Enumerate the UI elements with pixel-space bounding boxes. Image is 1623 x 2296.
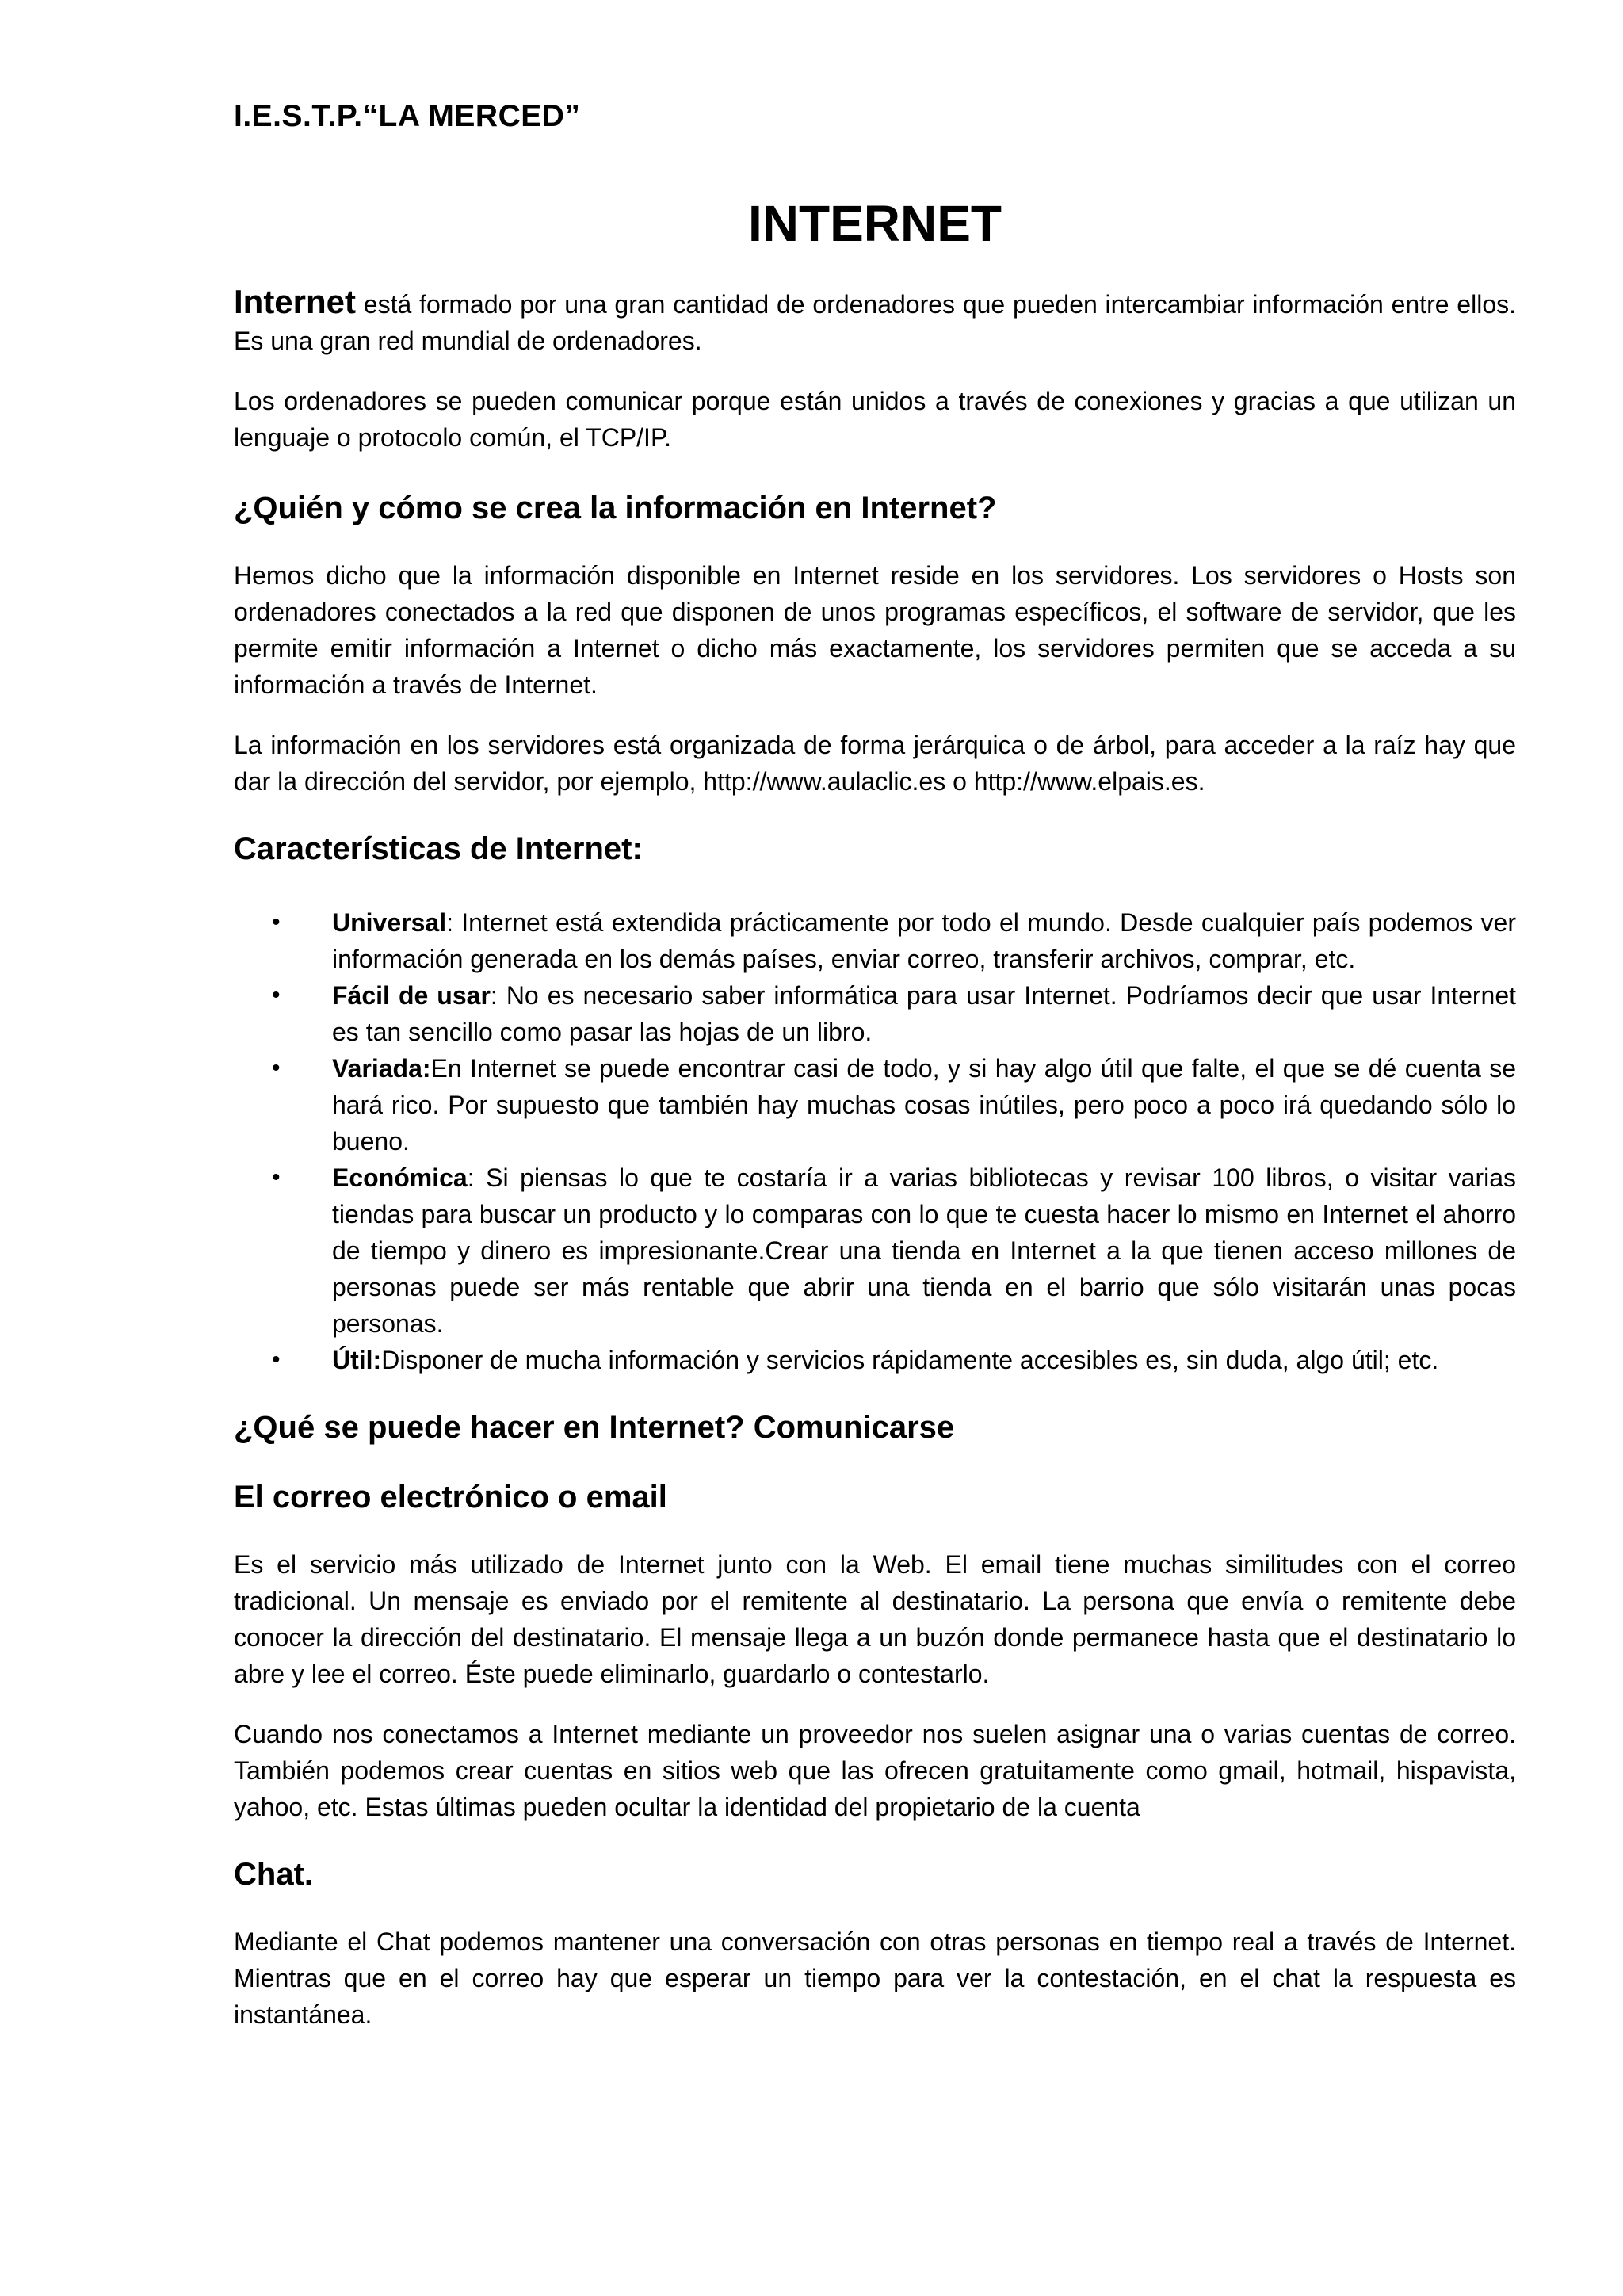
bullet-icon: • <box>272 1347 281 1373</box>
document-body <box>234 284 1516 2057</box>
intro-paragraph-1-text: está formado por una gran cantidad de ordenadores que pueden intercambiar información entre ellos. Es una gran red mundial de ordenadores. <box>234 290 1516 355</box>
bullet-icon: • <box>272 1055 281 1081</box>
feature-term: Fácil de usar <box>332 981 491 1010</box>
bullet-icon: • <box>272 909 281 935</box>
feature-item-variada <box>272 1050 1516 1159</box>
intro-paragraph-2: Los ordenadores se pueden comunicar porque están unidos a través de conexiones y gracias a que utilizan un lenguaje o protocolo común, el TCP/IP. <box>234 387 1516 452</box>
email-paragraph-2: Cuando nos conectamos a Internet mediante un proveedor nos suelen asignar una o varias cuentas de correo. También podemos crear cuentas en sitios web que las ofrecen gratuitamente como gmail, hotmail, hispavista, yahoo, etc. Estas últimas pueden ocultar la identidad del propietario de la cuenta <box>234 1720 1516 1821</box>
quien-paragraph-2: La información en los servidores está organizada de forma jerárquica o de árbol, para acceder a la raíz hay que dar la dirección del servidor, por ejemplo, http://www.aulaclic.es o http://www.elpais.es. <box>234 731 1516 796</box>
bullet-icon: • <box>272 1164 281 1190</box>
feature-item-facil <box>272 977 1517 1050</box>
feature-text: : Internet está extendida prácticamente por todo el mundo. Desde cualquier país podemos ver información generada en los demás países, enviar correo, transferir archivos, comprar, etc. <box>332 908 1516 973</box>
chat-paragraph-1: Mediante el Chat podemos mantener una conversación con otras personas en tiempo real a través de Internet. Mientras que en el correo hay que esperar un tiempo para ver la contestación, en el chat la respuesta es instantánea. <box>234 1927 1516 2029</box>
feature-text: En Internet se puede encontrar casi de todo, y si hay algo útil que falte, el que se dé cuenta se hará rico. Por supuesto que también hay muchas cosas inútiles, pero poco a poco irá quedando sólo lo bueno. <box>332 1054 1516 1156</box>
heading-email: El correo electrónico o email <box>234 1480 667 1515</box>
feature-term: Universal <box>332 908 447 937</box>
heading-quien: ¿Quién y cómo se crea la información en Internet? <box>234 491 997 525</box>
intro-paragraph-1 <box>234 284 1516 359</box>
feature-item-util <box>272 1342 1516 1378</box>
feature-item-economica <box>272 1159 1516 1342</box>
feature-item-universal <box>272 904 1516 977</box>
feature-term: Útil: <box>332 1346 382 1374</box>
feature-text: Disponer de mucha información y servicios rápidamente accesibles es, sin duda, algo útil; etc. <box>381 1346 1439 1374</box>
institution-header: I.E.S.T.P.“LA MERCED” <box>234 99 581 133</box>
features-list <box>234 904 1516 1378</box>
feature-term: Económica <box>332 1163 468 1192</box>
heading-caracteristicas: Características de Internet: <box>234 831 643 866</box>
quien-paragraph-1: Hemos dicho que la información disponible en Internet reside en los servidores. Los servidores o Hosts son ordenadores conectados a la red que disponen de unos programas específicos, el software de servidor, que les permite emitir información a Internet o dicho más exactamente, los servidores permiten que se acceda a su información a través de Internet. <box>234 561 1516 699</box>
feature-text: : Si piensas lo que te costaría ir a varias bibliotecas y revisar 100 libros, o visitar varias tiendas para buscar un producto y lo comparas con lo que te cuesta hacer lo mismo en Internet el ahorro de tiempo y dinero es impresionante.Crear una tienda en Internet a la que tienen acceso millones de personas puede ser más rentable que abrir una tienda en el barrio que sólo visitarán unas pocas personas. <box>332 1163 1516 1338</box>
email-paragraph-1: Es el servicio más utilizado de Internet junto con la Web. El email tiene muchas similitudes con el correo tradicional. Un mensaje es enviado por el remitente al destinatario. La persona que envía o remitente debe conocer la dirección del destinatario. El mensaje llega a un buzón donde permanece hasta que el destinatario lo abre y lee el correo. Éste puede eliminarlo, guardarlo o contestarlo. <box>234 1550 1516 1688</box>
page-title: INTERNET <box>748 195 1002 252</box>
feature-text: : No es necesario saber informática para usar Internet. Podríamos decir que usar Internet es tan sencillo como pasar las hojas de un libro. <box>332 981 1517 1046</box>
feature-term: Variada: <box>332 1054 431 1083</box>
intro-lead-word: Internet <box>234 283 357 320</box>
heading-comunicarse: ¿Qué se puede hacer en Internet? Comunicarse <box>234 1410 955 1445</box>
bullet-icon: • <box>272 982 281 1008</box>
heading-chat: Chat. <box>234 1857 313 1892</box>
